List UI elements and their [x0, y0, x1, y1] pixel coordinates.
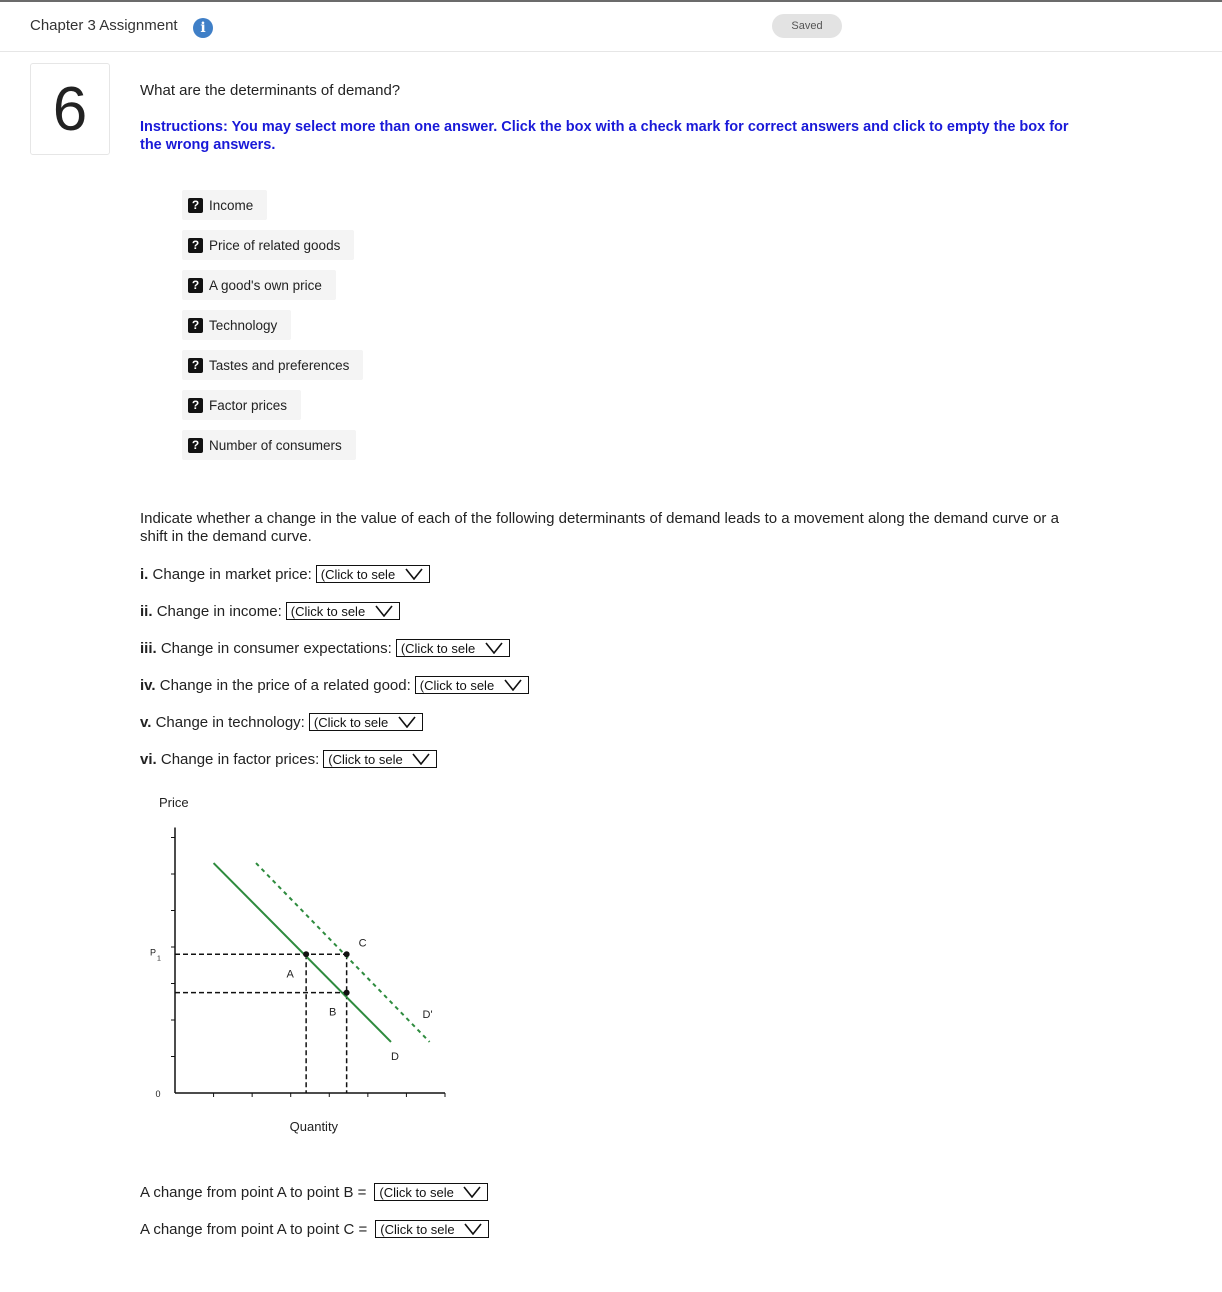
option-goods-own-price[interactable]	[182, 270, 336, 300]
unanswered-checkbox-icon[interactable]: ?	[188, 438, 203, 453]
option-label: Price of related goods	[209, 237, 341, 253]
a-to-c-select[interactable]	[375, 1220, 489, 1238]
chevron-down-icon	[464, 1223, 482, 1235]
item-label: Change in technology:	[155, 713, 305, 731]
unanswered-checkbox-icon[interactable]: ?	[188, 238, 203, 253]
unanswered-checkbox-icon[interactable]: ?	[188, 278, 203, 293]
chevron-down-icon	[463, 1186, 481, 1198]
related-good-price-select[interactable]	[415, 676, 529, 694]
item-label: Change in the price of a related good:	[159, 676, 411, 694]
factor-prices-select[interactable]	[323, 750, 437, 768]
income-select[interactable]	[286, 602, 400, 620]
item-number: i.	[140, 565, 149, 583]
determinant-row	[140, 601, 400, 621]
item-number: ii.	[140, 602, 153, 620]
option-factor-prices[interactable]	[182, 390, 301, 420]
market-price-select[interactable]	[316, 565, 430, 583]
point-a	[303, 951, 309, 957]
item-label: A change from point A to point B =	[140, 1183, 367, 1201]
option-label: Technology	[209, 317, 278, 333]
question-instructions: Instructions: You may select more than one answer. Click the box with a check mark for correct answers and click to empty the box for the wrong answers.	[140, 119, 1069, 153]
point-change-row	[140, 1182, 488, 1202]
item-number: iv.	[140, 676, 156, 694]
price-level-label: P	[150, 947, 157, 958]
select-value: (Click to sele	[419, 677, 495, 693]
chevron-down-icon	[504, 679, 522, 691]
determinant-row	[140, 564, 430, 584]
a-to-b-select[interactable]	[374, 1183, 488, 1201]
item-label: Change in income:	[156, 602, 282, 620]
assignment-title: Chapter 3 Assignment	[30, 17, 178, 34]
item-label: Change in factor prices:	[160, 750, 320, 768]
unanswered-checkbox-icon[interactable]: ?	[188, 198, 203, 213]
unanswered-checkbox-icon[interactable]: ?	[188, 318, 203, 333]
item-label: A change from point A to point C =	[140, 1220, 368, 1238]
select-value: (Click to sele	[320, 566, 396, 582]
option-tastes-and-preferences[interactable]	[182, 350, 363, 380]
option-label: A good's own price	[209, 277, 322, 293]
option-label: Income	[209, 197, 254, 213]
curve-label-d-prime: D'	[422, 1008, 433, 1021]
consumer-expectations-select[interactable]	[396, 639, 510, 657]
question-number: 6	[30, 63, 110, 155]
point-label-c: C	[358, 937, 367, 950]
item-label: Change in market price:	[152, 565, 312, 583]
determinant-row	[140, 712, 423, 732]
item-number: iii.	[140, 639, 157, 657]
chevron-down-icon	[405, 568, 423, 580]
question-prompt: What are the determinants of demand?	[140, 82, 401, 99]
item-number: v.	[140, 713, 152, 731]
point-label-a: A	[286, 968, 294, 981]
info-icon[interactable]: i	[193, 18, 213, 38]
chevron-down-icon	[412, 753, 430, 765]
option-number-of-consumers[interactable]	[182, 430, 356, 460]
point-change-row	[140, 1219, 489, 1239]
origin-label: 0	[155, 1089, 161, 1099]
point-c	[344, 951, 350, 957]
determinant-row	[140, 638, 510, 658]
option-label: Tastes and preferences	[209, 357, 350, 373]
option-technology[interactable]	[182, 310, 291, 340]
saved-status-badge: Saved	[772, 14, 842, 38]
option-income[interactable]	[182, 190, 267, 220]
determinant-row	[140, 675, 529, 695]
part2-intro: Indicate whether a change in the value of each of the following determinants of demand leads to a movement along the demand curve or a shift in the demand curve.	[140, 510, 1059, 545]
select-value: (Click to sele	[380, 1221, 455, 1237]
item-label: Change in consumer expectations:	[160, 639, 392, 657]
point-label-b: B	[328, 1006, 337, 1019]
x-axis-label: Quantity	[289, 1119, 339, 1134]
option-label: Factor prices	[209, 397, 288, 413]
demand-curve-original	[214, 863, 391, 1042]
select-value: (Click to sele	[379, 1184, 454, 1200]
technology-select[interactable]	[309, 713, 423, 731]
chevron-down-icon	[375, 605, 393, 617]
chevron-down-icon	[485, 642, 503, 654]
item-number: vi.	[140, 750, 157, 768]
point-b	[344, 990, 350, 996]
curve-label-d: D	[391, 1050, 399, 1063]
select-value: (Click to sele	[313, 714, 389, 730]
chevron-down-icon	[398, 716, 416, 728]
unanswered-checkbox-icon[interactable]: ?	[188, 358, 203, 373]
demand-curve-shifted	[256, 863, 430, 1042]
price-level-subscript: 1	[157, 955, 161, 963]
select-value: (Click to sele	[290, 603, 366, 619]
assignment-header	[0, 2, 1222, 52]
demand-curve-chart	[140, 790, 480, 1140]
select-value: (Click to sele	[400, 640, 476, 656]
determinant-row	[140, 749, 437, 769]
select-value: (Click to sele	[328, 751, 403, 767]
unanswered-checkbox-icon[interactable]: ?	[188, 398, 203, 413]
y-axis-label: Price	[159, 795, 189, 810]
option-price-of-related-goods[interactable]	[182, 230, 354, 260]
option-label: Number of consumers	[209, 437, 342, 453]
